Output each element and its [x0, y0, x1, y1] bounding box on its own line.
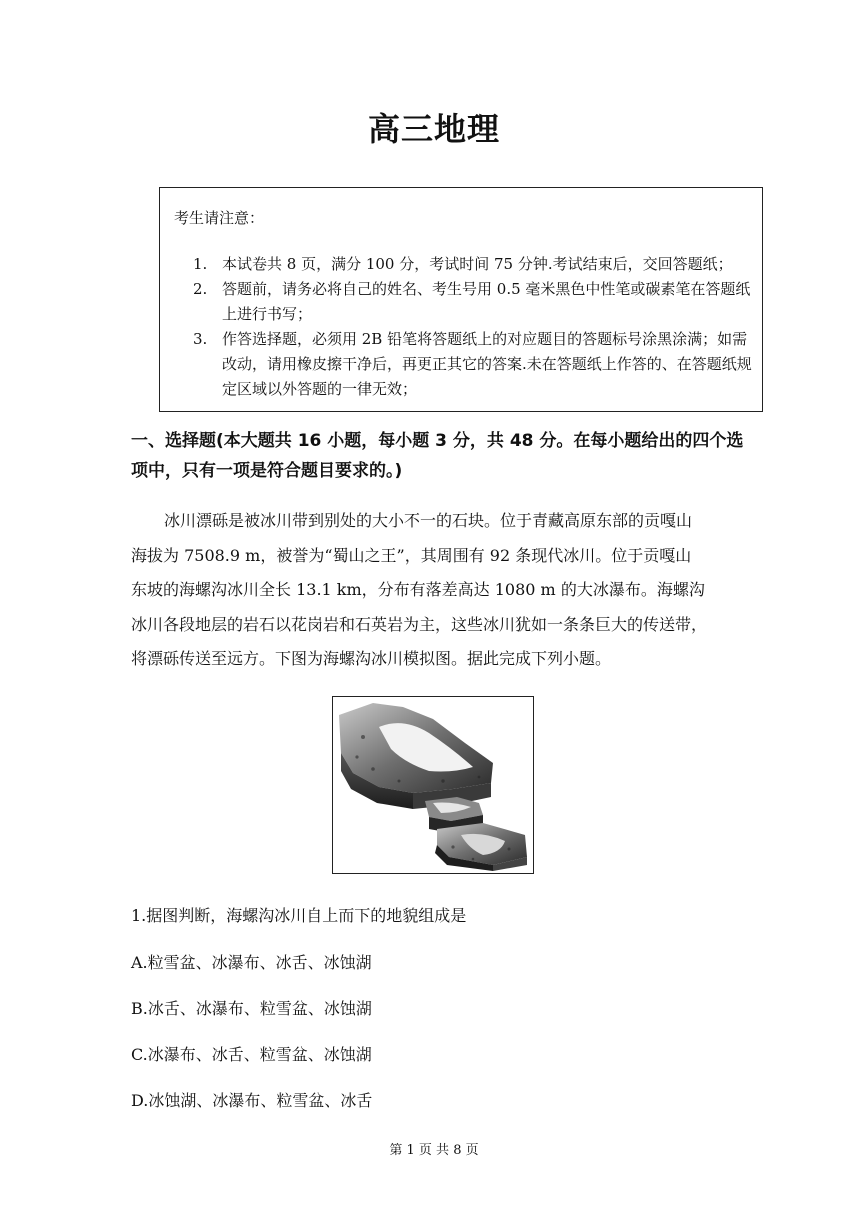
option-d: D.冰蚀湖、冰瀑布、粒雪盆、冰舌 [131, 1091, 373, 1110]
notice-item-text: 作答选择题，必须用 2B 铅笔将答题纸上的对应题目的答题标号涂黑涂满；如需改动，请用橡皮擦干净后，再更正其它的答案.未在答题纸上作答的、在答题纸规定区域以外答题的一律无效； [222, 330, 752, 398]
passage-line: 冰川漂砾是被冰川带到别处的大小不一的石块。位于青藏高原东部的贡嘎山 [164, 511, 693, 530]
notice-box [159, 187, 763, 412]
notice-item-text: 本试卷共 8 页，满分 100 分，考试时间 75 分钟.考试结束后，交回答题纸； [222, 255, 733, 273]
notice-item [193, 277, 753, 327]
notice-item-number: 2. [193, 280, 208, 298]
reading-passage [131, 504, 751, 677]
glacier-model-illustration [333, 697, 533, 873]
question-1: 1.据图判断，海螺沟冰川自上而下的地貌组成是 [131, 906, 467, 925]
passage-line: 海拔为 7508.9 m，被誉为“蜀山之王”，其周围有 92 条现代冰川。位于贡嘎山 [131, 545, 692, 565]
section-heading: 一、选择题(本大题共 16 小题，每小题 3 分，共 48 分。在每小题给出的四个选项中，只有一项是符合题目要求的。) [131, 431, 744, 481]
option-b: B.冰舌、冰瀑布、粒雪盆、冰蚀湖 [131, 999, 372, 1018]
option-c: C.冰瀑布、冰舌、粒雪盆、冰蚀湖 [131, 1045, 372, 1064]
notice-item-number: 1. [193, 255, 208, 273]
option-a: A.粒雪盆、冰瀑布、冰舌、冰蚀湖 [131, 953, 372, 972]
notice-item-number: 3. [193, 330, 208, 348]
passage-line: 冰川各段地层的岩石以花岗岩和石英岩为主，这些冰川犹如一条条巨大的传送带， [131, 614, 708, 634]
notice-item [193, 252, 753, 277]
glacier-model-figure [332, 696, 534, 874]
page-title: 高三地理 [367, 110, 500, 148]
notice-item-text: 答题前，请务必将自己的姓名、考生号用 0.5 毫米黑色中性笔或碳素笔在答题纸上进行书写； [222, 280, 751, 323]
notice-heading: 考生请注意： [174, 209, 265, 227]
notice-item [193, 327, 753, 402]
page-footer: 第 1 页 共 8 页 [389, 1143, 479, 1158]
notice-list [193, 252, 753, 402]
passage-line: 将漂砾传送至远方。下图为海螺沟冰川模拟图。据此完成下列小题。 [131, 649, 612, 668]
passage-line: 东坡的海螺沟冰川全长 13.1 km，分布有落差高达 1080 m 的大冰瀑布。海螺沟 [131, 580, 705, 599]
